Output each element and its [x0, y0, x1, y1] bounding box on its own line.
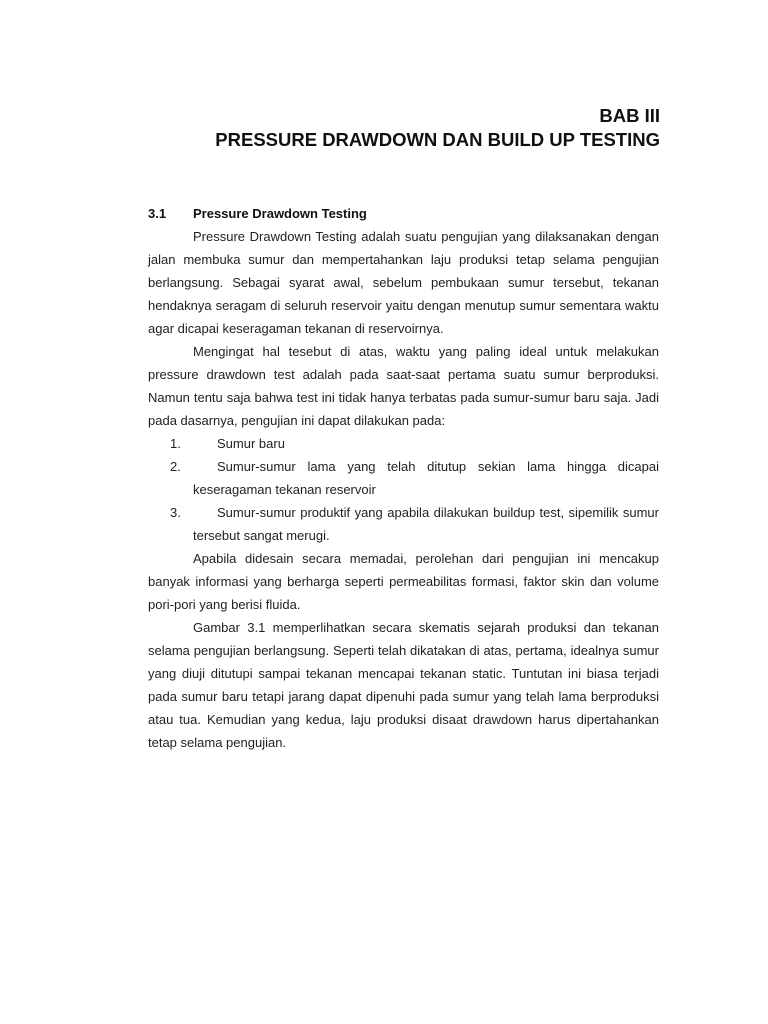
list-item-text: Sumur baru [217, 436, 285, 451]
list-item-number: 3. [170, 505, 181, 520]
list-item [148, 501, 659, 547]
chapter-heading [215, 104, 660, 152]
list-item [148, 432, 659, 455]
list-item-text: Sumur-sumur lama yang telah ditutup sekian lama hingga dicapai keseragaman tekanan reservoir [193, 459, 659, 497]
paragraph: Apabila didesain secara memadai, perolehan dari pengujian ini mencakup banyak informasi yang berharga seperti permeabilitas formasi, faktor skin dan volume pori-pori yang berisi fluida. [148, 551, 659, 612]
list-item-number: 1. [170, 436, 181, 451]
paragraph: Pressure Drawdown Testing adalah suatu pengujian yang dilaksanakan dengan jalan membuka sumur dan mempertahankan laju produksi tetap selama pengujian berlangsung. Sebagai syarat awal, sebelum pembukaan sumur tersebut, tekanan hendaknya seragam di seluruh reservoir yaitu dengan menutup sumur sementara waktu agar dicapai keseragaman tekanan di reservoirnya. [148, 229, 659, 336]
chapter-title: PRESSURE DRAWDOWN DAN BUILD UP TESTING [215, 129, 660, 150]
section-heading [148, 202, 659, 225]
section-title: Pressure Drawdown Testing [193, 206, 367, 221]
paragraph: Mengingat hal tesebut di atas, waktu yang paling ideal untuk melakukan pressure drawdown test adalah pada saat-saat pertama suatu sumur berproduksi. Namun tentu saja bahwa test ini tidak hanya terbatas pada sumur-sumur baru saja. Jadi pada dasarnya, pengujian ini dapat dilakukan pada: [148, 344, 659, 428]
chapter-label: BAB III [599, 105, 660, 126]
list-item [148, 455, 659, 501]
list-item-number: 2. [170, 459, 181, 474]
list-item-text: Sumur-sumur produktif yang apabila dilakukan buildup test, sipemilik sumur tersebut sangat merugi. [193, 505, 659, 543]
paragraph: Gambar 3.1 memperlihatkan secara skematis sejarah produksi dan tekanan selama pengujian berlangsung. Seperti telah dikatakan di atas, pertama, idealnya sumur yang diuji ditutupi sampai tekanan mencapai tekanan static. Tuntutan ini biasa terjadi pada sumur baru tetapi jarang dapat dipenuhi pada sumur yang telah lama berproduksi atau tua. Kemudian yang kedua, laju produksi disaat drawdown harus dipertahankan tetap selama pengujian. [148, 620, 659, 750]
numbered-list [148, 432, 659, 547]
document-body [148, 202, 659, 754]
section-number: 3.1 [148, 206, 167, 221]
